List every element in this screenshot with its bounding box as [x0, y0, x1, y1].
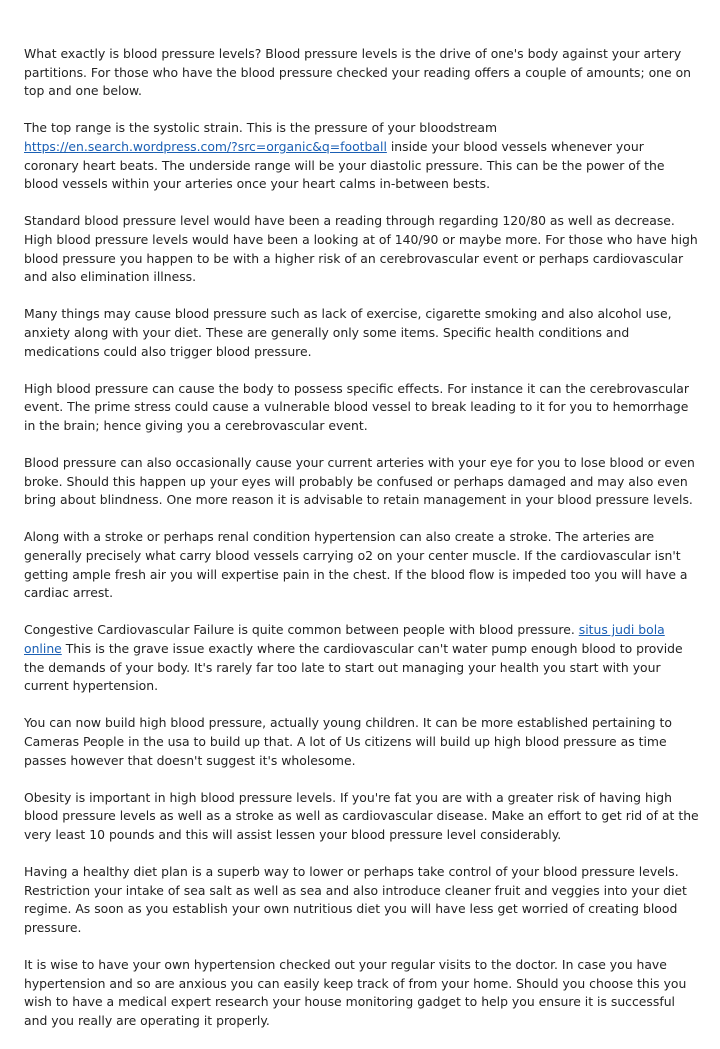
paragraph-12: It is wise to have your own hypertension checked out your regular visits to the doctor. In case you have hypertension and so are anxious you can easily keep track of from your home. Should you choose this you wish to have a medical expert research your house monitoring gadget to help you ensure it is successful and you really are operating it properly.: [24, 957, 687, 1028]
paragraph-1: What exactly is blood pressure levels? Blood pressure levels is the drive of one's body against your artery partitions. For those who have the blood pressure checked your reading offers a couple of amounts; one on top and one below.: [24, 46, 692, 99]
paragraph-8: [24, 621, 700, 695]
paragraph-4: Many things may cause blood pressure such as lack of exercise, cigarette smoking and also alcohol use, anxiety along with your diet. These are generally only some items. Specific health conditions and medications could also trigger blood pressure.: [24, 306, 672, 359]
paragraph-2: [24, 119, 700, 193]
document-body: [24, 45, 700, 1049]
paragraph-9: You can now build high blood pressure, actually young children. It can be more established pertaining to Cameras People in the usa to build up that. A lot of Us citizens will build up high blood pressure as time passes however that doesn't suggest it's wholesome.: [24, 715, 672, 768]
paragraph-7: Along with a stroke or perhaps renal condition hypertension can also create a stroke. The arteries are generally precisely what carry blood vessels carrying o2 on your center muscle. If the cardiovascular isn't getting ample fresh air you will expertise pain in the chest. If the blood flow is impeded too you will have a cardiac arrest.: [24, 529, 688, 601]
paragraph-8-text-start: Congestive Cardiovascular Failure is quite common between people with blood pressure.: [24, 622, 579, 638]
wordpress-search-link[interactable]: https://en.search.wordpress.com/?src=organic&q=football: [24, 138, 387, 154]
paragraph-10: Obesity is important in high blood pressure levels. If you're fat you are with a greater risk of having high blood pressure levels as well as a stroke as well as cardiovascular disease. Make an effort to get rid of at the very least 10 pounds and this will assist lessen your blood pressure level considerably.: [24, 789, 699, 842]
paragraph-3: Standard blood pressure level would have been a reading through regarding 120/80 as well as decrease. High blood pressure levels would have been a looking at of 140/90 or maybe more. For those who have high blood pressure you happen to be with a higher risk of an cerebrovascular event or perhaps cardiovascular and also elimination illness.: [24, 213, 698, 285]
paragraph-2-text-start: The top range is the systolic strain. This is the pressure of your bloodstream: [24, 120, 498, 136]
situs-judi-bola-link[interactable]: situs judi bola online: [24, 622, 665, 656]
paragraph-8-text-end: This is the grave issue exactly where the cardiovascular can't water pump enough blood to provide the demands of your body. It's rarely far too late to start out managing your health you start with your current hypertension.: [24, 641, 683, 694]
paragraph-5: High blood pressure can cause the body to possess specific effects. For instance it can the cerebrovascular event. The prime stress could cause a vulnerable blood vessel to break leading to it for you to hemorrhage in the brain; hence giving you a cerebrovascular event.: [24, 380, 689, 433]
paragraph-2-text-end: inside your blood vessels whenever your coronary heart beats. The underside range will be your diastolic pressure. This can be the power of the blood vessels within your arteries once your heart calms in-between bests.: [24, 138, 665, 192]
paragraph-6: Blood pressure can also occasionally cause your current arteries with your eye for you to lose blood or even broke. Should this happen up your eyes will probably be confused or perhaps damaged and may also even bring about blindness. One more reason it is advisable to retain management in your blood pressure levels.: [24, 455, 695, 508]
paragraph-11: Having a healthy diet plan is a superb way to lower or perhaps take control of your blood pressure levels. Restriction your intake of sea salt as well as sea and also introduce cleaner fruit and veggies into your diet regime. As soon as you establish your own nutritious diet you will have less get worried of creating blood pressure.: [24, 864, 687, 935]
